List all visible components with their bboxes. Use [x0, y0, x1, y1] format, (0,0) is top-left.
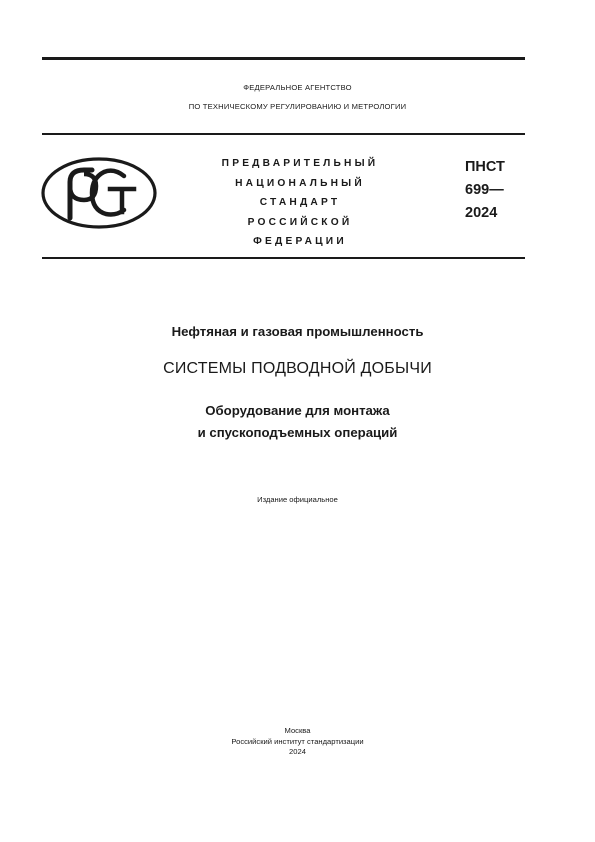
agency-name-line2: ПО ТЕХНИЧЕСКОМУ РЕГУЛИРОВАНИЮ И МЕТРОЛОГИИ: [188, 102, 407, 111]
standard-type-line: СТАНДАРТ: [259, 197, 341, 208]
imprint-year: 2024: [289, 747, 306, 756]
standard-code-line: 699—: [465, 182, 504, 198]
imprint: [0, 726, 595, 758]
standard-type: [196, 154, 404, 252]
document-title-industry: Нефтяная и газовая промышленность: [171, 324, 424, 339]
agency-name-line1: ФЕДЕРАЛЬНОЕ АГЕНТСТВО: [243, 83, 352, 92]
top-rule: [42, 57, 525, 60]
standard-code-line: 2024: [465, 205, 498, 221]
standard-code-line: ПНСТ: [465, 159, 505, 175]
document-title-main: СИСТЕМЫ ПОДВОДНОЙ ДОБЫЧИ: [163, 360, 432, 377]
standard-type-line: РОССИЙСКОЙ: [247, 216, 353, 228]
document-subtitle-line: Оборудование для монтажа: [205, 403, 390, 418]
standard-type-line: НАЦИОНАЛЬНЫЙ: [235, 177, 365, 189]
document-subtitle-line: и спускоподъемных операций: [197, 425, 398, 440]
imprint-publisher: Российский институт стандартизации: [231, 736, 364, 746]
bottom-rule: [42, 257, 525, 259]
gost-r-logo-icon: [40, 156, 158, 230]
standard-type-line: ФЕДЕРАЦИИ: [253, 236, 347, 247]
imprint-city: Москва: [284, 726, 311, 735]
document-subtitle: [0, 400, 595, 444]
standard-code: [465, 156, 505, 225]
middle-rule: [42, 133, 525, 135]
standard-type-line: ПРЕДВАРИТЕЛЬНЫЙ: [221, 158, 379, 169]
edition-note: Издание официальное: [257, 495, 338, 504]
